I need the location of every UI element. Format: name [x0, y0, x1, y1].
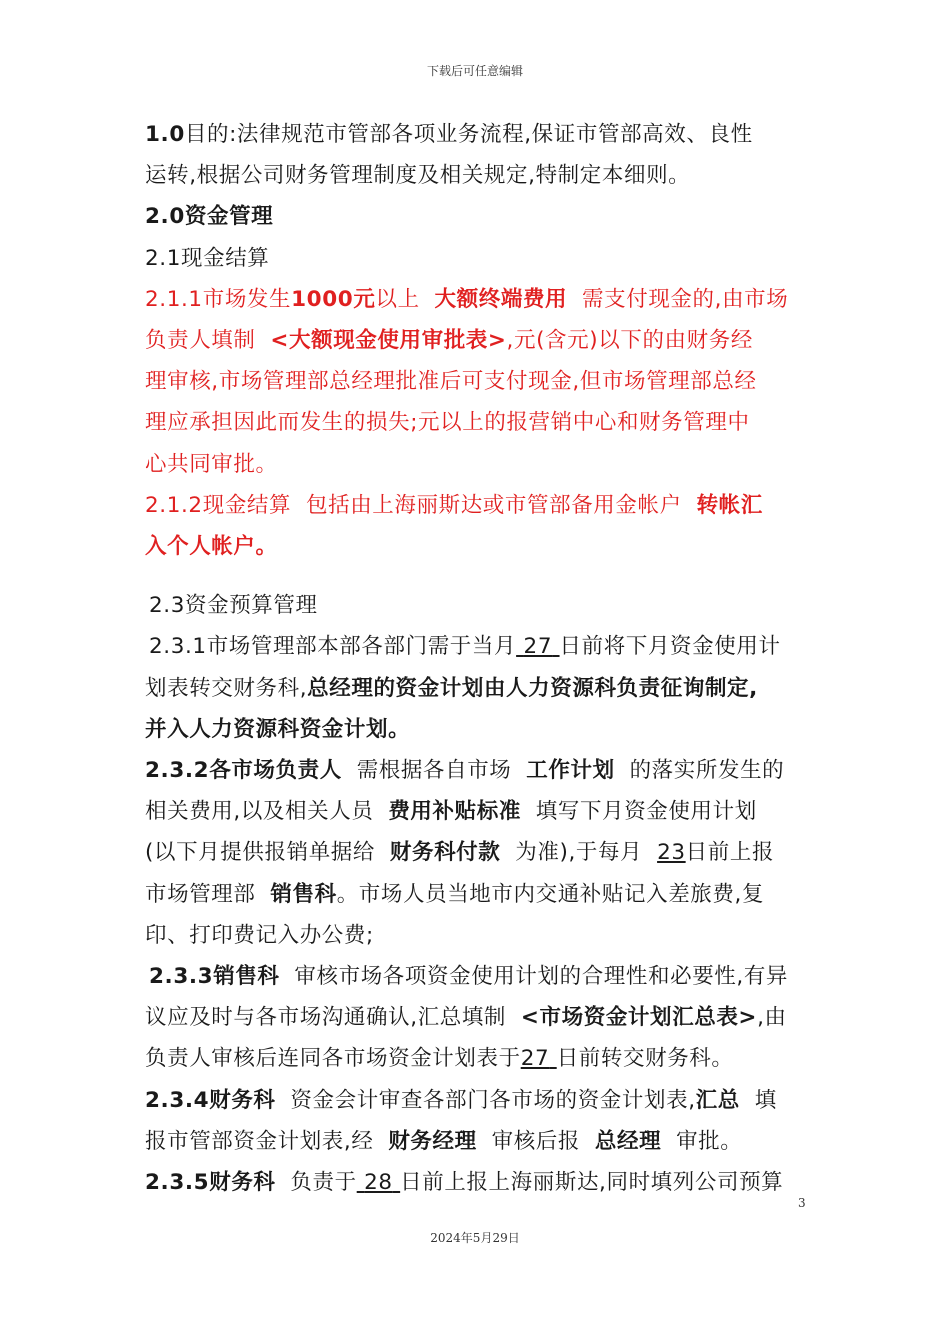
text: 负责于	[290, 1170, 357, 1196]
clause-number: 2.1.1	[145, 286, 203, 312]
form-name: <市场资金计划汇总表>	[520, 1005, 758, 1031]
text: 负责人审核后连同各市场资金计划表于	[145, 1046, 521, 1072]
text-bold: 费用补贴标准	[388, 799, 521, 825]
para-2-1-2-line1	[145, 485, 815, 526]
document-body	[145, 114, 815, 1203]
text: 包括由上海丽斯达或市管部备用金帐户	[306, 492, 682, 518]
para-2-3-1-line1	[145, 626, 815, 667]
text: 为准),于每月	[515, 840, 643, 866]
heading-cash-settlement: 2.1现金结算	[145, 245, 270, 271]
para-2-1-2-line2: 入个人帐户。	[145, 534, 278, 560]
date-underlined	[516, 634, 559, 659]
text: 日前将下月资金使用计	[559, 634, 781, 660]
text: 日前上报上海丽斯达,同时填列公司预算	[400, 1170, 784, 1196]
text: 日前上报	[685, 840, 775, 866]
text: 日前转交财务科。	[556, 1046, 734, 1072]
para-2-3-2-line2	[145, 791, 815, 832]
text: 相关费用,以及相关人员	[145, 799, 374, 825]
para-2-1-1-line1	[145, 279, 815, 320]
text: 以上	[375, 286, 420, 312]
text: 。市场人员当地市内交通补贴记入差旅费,复	[336, 881, 765, 907]
date-value: 23	[657, 840, 686, 866]
para-2-1-1-line3: 理审核,市场管理部总经理批准后可支付现金,但市场管理部总经	[145, 369, 757, 395]
text: 需支付现金的,由市场	[582, 286, 789, 312]
date-value: 27	[520, 1046, 550, 1072]
text-bold: 销售科	[270, 881, 337, 907]
text: 审批。	[676, 1128, 743, 1154]
text: 目的:法律规范市管部各项业务流程,保证市管部高效、良性	[184, 122, 753, 147]
form-name: <大额现金使用审批表>	[270, 328, 507, 354]
text: 的落实所发生的	[629, 758, 785, 784]
text: 填	[754, 1087, 777, 1113]
para-2-3-1-line2	[145, 668, 815, 709]
para-2-3-4-line1	[145, 1080, 815, 1121]
heading-fund-management: 2.0资金管理	[145, 204, 274, 230]
text-bold: 总经理	[594, 1128, 662, 1154]
para-purpose-line1	[145, 114, 815, 155]
date-value: 27	[523, 634, 553, 660]
para-2-3-2-line5: 印、打印费记入办公费;	[145, 922, 374, 948]
para-2-1-1-line5: 心共同审批。	[145, 451, 278, 477]
para-2-3-4-line2	[145, 1121, 815, 1162]
text-bold: 2.3.4财务科	[145, 1087, 276, 1113]
spacer	[145, 567, 815, 585]
text: 划表转交财务科,	[145, 675, 308, 701]
text: 2.3.1市场管理部本部各部门需于当月	[149, 634, 517, 660]
page-number: 3	[798, 1196, 806, 1210]
text-bold: 汇总	[695, 1087, 740, 1113]
text: 审核后报	[491, 1128, 580, 1154]
para-2-3-2-line4	[145, 874, 815, 915]
para-2-1-1-line2	[145, 320, 815, 361]
para-2-3-2-line1	[145, 750, 815, 791]
text: 报市管部资金计划表,经	[145, 1128, 374, 1154]
text-bold: 转帐汇	[696, 492, 763, 518]
date-underlined	[521, 1046, 557, 1071]
para-2-3-3-line1	[145, 956, 815, 997]
para-2-1-1-line4: 理应承担因此而发生的损失;元以上的报营销中心和财务管理中	[145, 410, 750, 436]
text-bold: 2.3.3销售科	[149, 964, 280, 990]
para-2-3-2-line3	[145, 832, 815, 873]
para-2-3-1-line3: 并入人力资源科资金计划。	[145, 716, 411, 742]
text: ,由	[757, 1005, 787, 1031]
page-header: 下载后可任意编辑	[426, 64, 523, 78]
text-amount: 1000元	[291, 286, 376, 312]
text-bold: 2.3.2各市场负责人	[145, 758, 342, 784]
para-purpose-line2: 运转,根据公司财务管理制度及相关规定,特制定本细则。	[145, 163, 691, 189]
section-number: 1.0	[145, 122, 185, 147]
text-bold: 财务科付款	[389, 840, 501, 866]
text-bold: 财务经理	[388, 1128, 477, 1154]
text: 市场发生	[202, 286, 292, 312]
text: ,元(含元)以下的由财务经	[506, 328, 753, 354]
text: 市场管理部	[145, 881, 256, 907]
text: 审核市场各项资金使用计划的合理性和必要性,有异	[294, 964, 789, 990]
text: 需根据各自市场	[356, 758, 512, 784]
text-bold: 总经理的资金计划由人力资源科负责征询制定,	[307, 675, 758, 701]
text-bold: 大额终端费用	[434, 286, 568, 312]
page-footer-date: 2024年5月29日	[430, 1231, 520, 1245]
para-2-3-3-line3	[145, 1038, 815, 1079]
text: 议应及时与各市场沟通确认,汇总填制	[145, 1005, 507, 1031]
para-2-3-5-line1	[145, 1162, 815, 1203]
text: 负责人填制	[145, 328, 256, 354]
date-value: 28	[364, 1170, 393, 1196]
text: (以下月提供报销单据给	[145, 840, 375, 866]
clause-number: 2.1.2	[145, 492, 203, 518]
heading-budget-management: 2.3资金预算管理	[149, 593, 318, 619]
text-bold: 2.3.5财务科	[145, 1170, 276, 1196]
text: 现金结算	[202, 492, 292, 518]
text-bold: 工作计划	[526, 758, 615, 784]
text: 资金会计审查各部门各市场的资金计划表,	[290, 1087, 696, 1113]
para-2-3-3-line2	[145, 997, 815, 1038]
date-underlined	[357, 1170, 400, 1195]
text: 填写下月资金使用计划	[535, 799, 757, 825]
